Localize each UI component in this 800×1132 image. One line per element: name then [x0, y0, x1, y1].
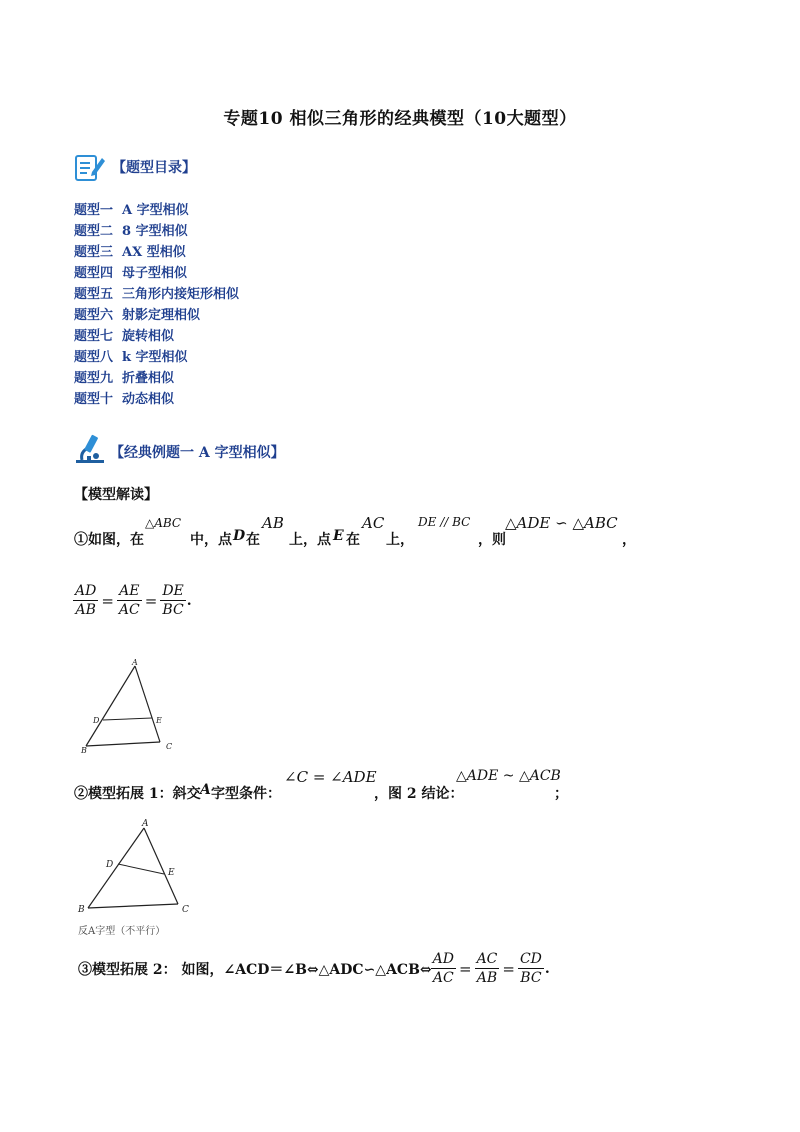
toc-item[interactable]: [74, 389, 239, 410]
toc-item[interactable]: [74, 221, 239, 242]
fraction: [432, 950, 455, 987]
toc-item-num: 题型三: [74, 245, 114, 260]
side-ac: [135, 666, 160, 742]
toc-item-name: A 字型相似: [122, 203, 189, 218]
toc-item[interactable]: [74, 284, 239, 305]
numerator: AD: [75, 583, 97, 599]
toc-item-num: 题型二: [74, 224, 114, 239]
label-a: A: [142, 819, 149, 829]
label-b: B: [78, 905, 85, 915]
side-bc: [88, 904, 178, 908]
label-e: E: [156, 716, 162, 725]
numerator: DE: [162, 583, 184, 599]
toc-item-name: 母子型相似: [122, 266, 188, 281]
p1-comma: ，: [622, 532, 636, 548]
toc-item-num: 题型九: [74, 371, 114, 386]
figure-caption: 反A字型（不平行）: [78, 926, 166, 937]
p1-zai2: 在: [346, 532, 360, 548]
figure-oblique-a-shape: [76, 816, 206, 940]
p1-ab: AB: [262, 514, 284, 532]
microscope-icon: [74, 432, 108, 464]
toc-list: [74, 200, 239, 410]
side-ab: [86, 666, 135, 746]
figure-a-shape-triangle: [74, 656, 184, 756]
denominator: BC: [520, 970, 542, 986]
side-ac: [144, 828, 178, 904]
toc-item-name: k 字型相似: [122, 350, 188, 365]
section-label: 【模型解读】: [74, 487, 158, 503]
toc-item-num: 题型四: [74, 266, 114, 281]
toc-item[interactable]: [74, 326, 239, 347]
p2-result: △ADE ~ △ACB: [456, 768, 561, 784]
example-header: [74, 432, 285, 464]
p1-point-d: D: [233, 528, 246, 544]
toc-item-name: AX 型相似: [122, 245, 186, 260]
toc-item-num: 题型七: [74, 329, 114, 344]
fraction: [74, 582, 97, 619]
denominator: BC: [162, 602, 184, 618]
toc-item[interactable]: [74, 263, 239, 284]
toc-item-num: 题型五: [74, 287, 114, 302]
p1-zhong: 中，点: [190, 532, 232, 548]
notepad-icon: [74, 152, 106, 182]
p2-mid: ，图 2 结论：: [374, 786, 464, 802]
toc-item-num: 题型六: [74, 308, 114, 323]
label-d: D: [106, 860, 114, 870]
side-bc: [86, 742, 160, 746]
p2-end: ；: [554, 786, 568, 802]
equals-sign: =: [144, 591, 158, 610]
page-title: 专题10 相似三角形的经典模型（10大题型）: [223, 109, 577, 129]
period: .: [186, 592, 192, 609]
label-e: E: [168, 868, 175, 878]
label-a: A: [132, 658, 138, 667]
toc-item[interactable]: [74, 305, 239, 326]
p1-zai1: 在: [246, 532, 260, 548]
segment-de: [103, 718, 152, 720]
equals-sign: =: [101, 591, 114, 610]
fraction: [118, 582, 141, 619]
toc-item-num: 题型十: [74, 392, 114, 407]
p1-shang2: 上，: [386, 532, 414, 548]
p2-condition: ∠C = ∠ADE: [284, 768, 377, 786]
p2-cond-label: 字型条件：: [211, 786, 281, 802]
numerator: CD: [519, 951, 542, 967]
p1-similar: △ADE ∽ △ABC: [505, 514, 618, 532]
toc-header: [74, 152, 196, 182]
toc-item[interactable]: [74, 368, 239, 389]
label-b: B: [81, 746, 87, 755]
numerator: AD: [432, 951, 454, 967]
p1-ac: AC: [362, 514, 385, 532]
toc-heading: 【题型目录】: [112, 160, 196, 176]
toc-item-num: 题型八: [74, 350, 114, 365]
segment-de: [118, 864, 164, 874]
label-d: D: [93, 716, 100, 725]
fraction: [161, 582, 184, 619]
equals-sign: =: [458, 959, 472, 978]
period: .: [544, 960, 550, 977]
p1-lead: ①如图，在: [74, 532, 144, 548]
p1-ze: ，则: [478, 532, 506, 548]
toc-item[interactable]: [74, 242, 239, 263]
fraction: [476, 950, 499, 987]
ratio-equation-1: [74, 582, 192, 619]
toc-item-name: 动态相似: [122, 392, 175, 407]
p1-shang1: 上，点: [289, 532, 331, 548]
toc-item-name: 折叠相似: [122, 371, 175, 386]
denominator: AC: [118, 602, 140, 618]
label-c: C: [182, 905, 189, 915]
p1-triangle: △ABC: [145, 516, 182, 530]
toc-item[interactable]: [74, 347, 239, 368]
numerator: AC: [476, 951, 498, 967]
toc-item-num: 题型一: [74, 203, 114, 218]
p1-point-e: E: [333, 528, 344, 544]
denominator: AB: [476, 970, 498, 986]
p1-parallel: DE // BC: [418, 515, 471, 529]
toc-item-name: 旋转相似: [122, 329, 175, 344]
p2-lead: ②模型拓展 1：斜交: [74, 786, 201, 802]
label-c: C: [166, 742, 173, 751]
p3-lead: ③模型拓展 2： 如图，∠ACD＝∠B⇔△ADC∽△ACB⇔: [78, 961, 432, 978]
p3-line: [78, 950, 550, 987]
denominator: AC: [432, 970, 454, 986]
toc-item-name: 8 字型相似: [122, 224, 188, 239]
equals-sign: =: [502, 959, 515, 978]
example-heading: 【经典例题一 A 字型相似】: [110, 445, 285, 461]
numerator: AE: [119, 583, 140, 599]
p2-a: A: [200, 782, 211, 798]
toc-item[interactable]: [74, 200, 239, 221]
denominator: AB: [75, 602, 96, 618]
fraction: [519, 950, 543, 987]
toc-item-name: 射影定理相似: [122, 308, 201, 323]
toc-item-name: 三角形内接矩形相似: [122, 287, 240, 302]
